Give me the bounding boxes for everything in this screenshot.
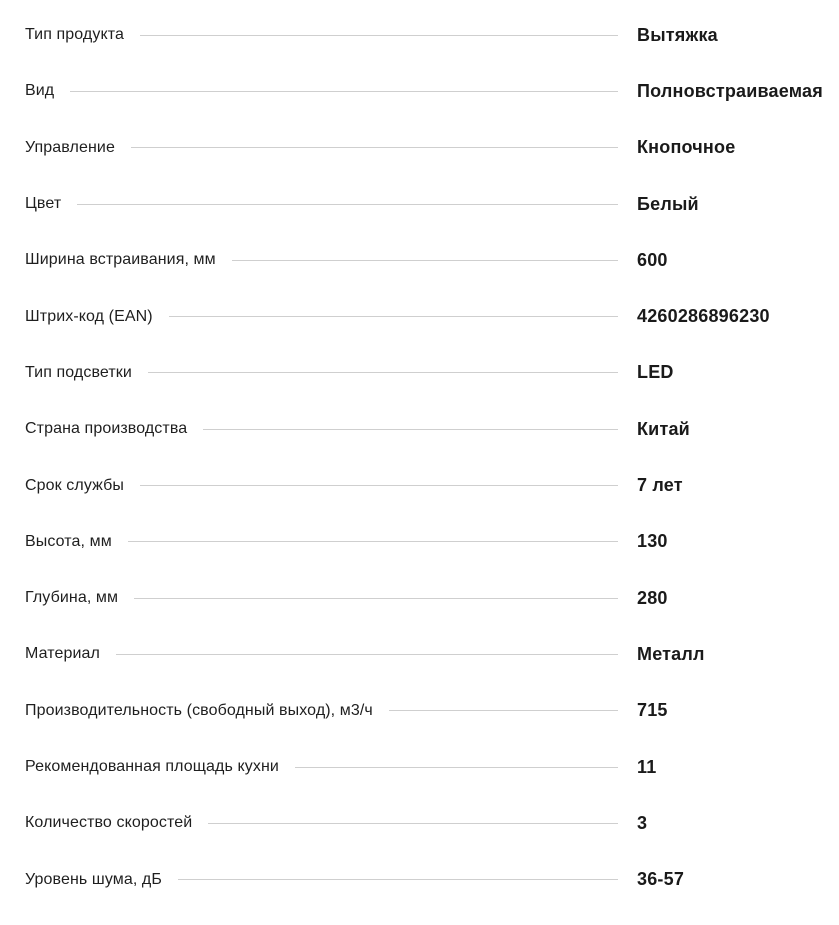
spec-label-container xyxy=(0,26,618,44)
leader-line xyxy=(148,372,618,373)
spec-label-container xyxy=(0,195,618,213)
spec-value: 7 лет xyxy=(637,475,683,496)
spec-label: Производительность (свободный выход), м3/ч xyxy=(25,701,373,719)
spec-value: 715 xyxy=(637,700,668,721)
spec-label: Вид xyxy=(25,82,55,100)
spec-label: Глубина, мм xyxy=(25,589,119,607)
spec-row-country xyxy=(0,401,839,457)
spec-row-embed-width xyxy=(0,232,839,288)
leader-line xyxy=(178,879,618,880)
spec-row-lighting xyxy=(0,345,839,401)
spec-label-container xyxy=(0,420,618,438)
spec-label: Штрих-код (EAN) xyxy=(25,307,153,325)
spec-row-control xyxy=(0,120,839,176)
spec-row-noise-level xyxy=(0,851,839,907)
leader-line xyxy=(131,147,618,148)
spec-label: Количество скоростей xyxy=(25,814,193,832)
spec-label-container xyxy=(0,308,618,326)
spec-label-container xyxy=(0,589,618,607)
spec-label-container xyxy=(0,758,618,776)
spec-label-container xyxy=(0,251,618,269)
spec-label: Высота, мм xyxy=(25,532,112,550)
spec-row-material xyxy=(0,626,839,682)
spec-value: Полновстраиваемая xyxy=(637,80,823,101)
spec-value: 3 xyxy=(637,812,648,833)
leader-line xyxy=(128,541,618,542)
spec-label-container xyxy=(0,364,618,382)
leader-line xyxy=(70,91,618,92)
spec-label: Тип продукта xyxy=(25,26,124,44)
spec-label: Тип подсветки xyxy=(25,363,132,381)
spec-row-kind xyxy=(0,63,839,119)
spec-label-container xyxy=(0,139,618,157)
spec-label: Срок службы xyxy=(25,476,124,494)
spec-label-container xyxy=(0,477,618,495)
spec-label: Уровень шума, дБ xyxy=(25,870,162,888)
spec-row-depth xyxy=(0,570,839,626)
spec-value: 600 xyxy=(637,249,668,270)
leader-line xyxy=(116,654,618,655)
spec-label-container xyxy=(0,82,618,100)
spec-value: 36-57 xyxy=(637,869,685,890)
leader-line xyxy=(232,260,618,261)
leader-line xyxy=(389,710,618,711)
spec-value: Кнопочное xyxy=(637,137,736,158)
spec-label-container xyxy=(0,871,618,889)
spec-row-kitchen-area xyxy=(0,739,839,795)
spec-value: 11 xyxy=(637,756,657,777)
spec-row-service-life xyxy=(0,457,839,513)
spec-value: 280 xyxy=(637,587,668,608)
spec-row-product-type xyxy=(0,7,839,63)
leader-line xyxy=(77,204,618,205)
spec-label: Управление xyxy=(25,138,115,156)
leader-line xyxy=(140,35,618,36)
leader-line xyxy=(208,823,618,824)
spec-label: Материал xyxy=(25,645,100,663)
leader-line xyxy=(295,767,618,768)
spec-row-speeds xyxy=(0,795,839,851)
spec-value: LED xyxy=(637,362,674,383)
spec-value: 4260286896230 xyxy=(637,306,770,327)
spec-label: Ширина встраивания, мм xyxy=(25,251,216,269)
spec-row-performance xyxy=(0,683,839,739)
spec-label-container xyxy=(0,645,618,663)
leader-line xyxy=(203,429,618,430)
spec-value: Китай xyxy=(637,418,690,439)
spec-value: Металл xyxy=(637,643,705,664)
spec-row-barcode xyxy=(0,288,839,344)
spec-value: Вытяжка xyxy=(637,24,718,45)
spec-label: Страна производства xyxy=(25,420,188,438)
spec-row-height xyxy=(0,514,839,570)
spec-label-container xyxy=(0,533,618,551)
spec-value: 130 xyxy=(637,531,668,552)
spec-label-container xyxy=(0,814,618,832)
leader-line xyxy=(169,316,618,317)
spec-label: Рекомендованная площадь кухни xyxy=(25,758,279,775)
leader-line xyxy=(140,485,618,486)
spec-value: Белый xyxy=(637,193,699,214)
spec-label: Цвет xyxy=(25,195,62,213)
leader-line xyxy=(134,598,618,599)
spec-row-color xyxy=(0,176,839,232)
spec-label-container xyxy=(0,702,618,720)
